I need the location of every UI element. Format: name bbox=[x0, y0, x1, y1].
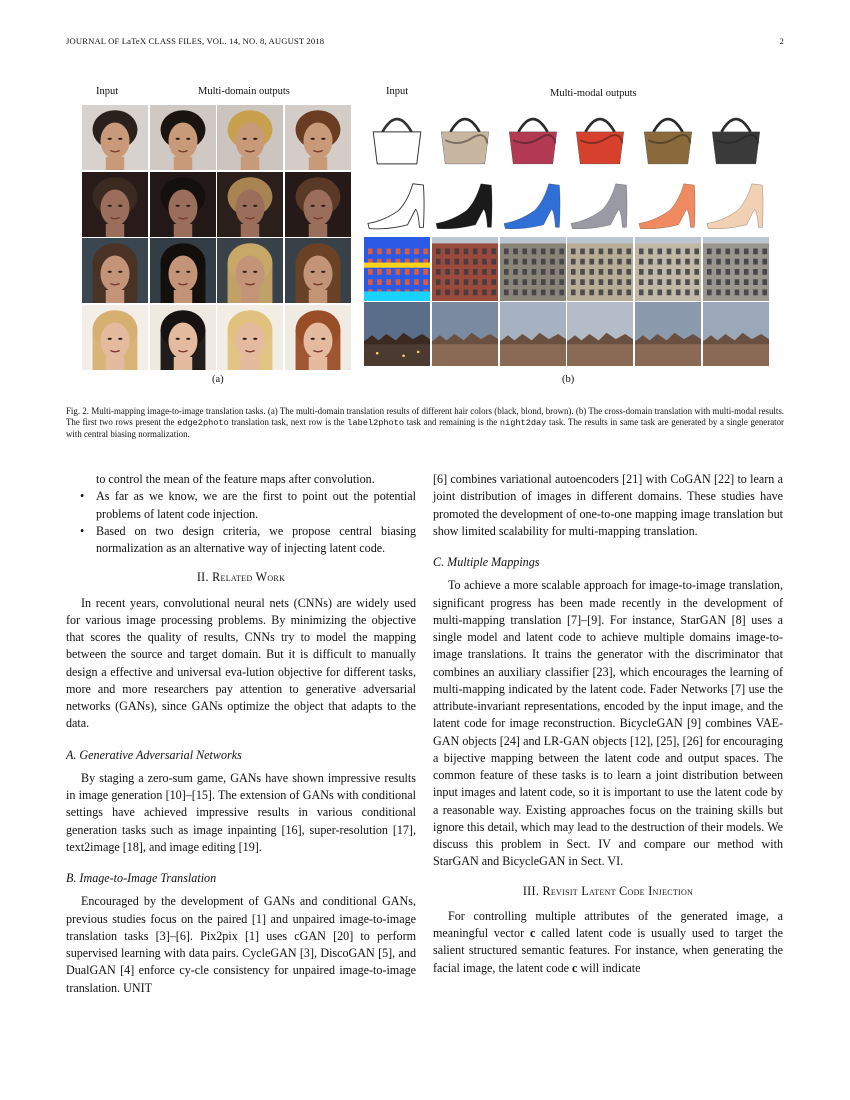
bag-output-image bbox=[432, 105, 498, 169]
bag-edge-input bbox=[364, 105, 430, 169]
face-output-image bbox=[217, 238, 283, 303]
journal-title: JOURNAL OF LaTeX CLASS FILES, VOL. 14, NO. 8, AUGUST 2018 bbox=[66, 36, 325, 46]
day-output-image bbox=[500, 302, 566, 366]
latent-code-symbol: c bbox=[529, 926, 536, 940]
bullet-dot-icon: • bbox=[80, 523, 85, 538]
face-output-image bbox=[217, 305, 283, 370]
facade-output-image bbox=[703, 237, 769, 301]
label-map-input bbox=[364, 237, 430, 301]
section-title: Related Work bbox=[212, 570, 286, 585]
paragraph: [6] combines variational autoencoders [21] with CoGAN [22] to learn a joint distribution of images in different domains. These studies have promoted the development of one-to-one mapping image translation but show limited scalability for multi-mapping translation. bbox=[433, 472, 783, 538]
facade-output-image bbox=[500, 237, 566, 301]
label-input-b: Input bbox=[386, 86, 409, 97]
shoe-edge-input bbox=[364, 171, 430, 235]
shoe-output-image bbox=[500, 171, 566, 235]
latent-code-symbol: c bbox=[572, 960, 578, 975]
paragraph: To achieve a more scalable approach for image-to-image translation, significant progress has been made recently in the development of multi-mapping translation [7]–[9]. For instance, StarGAN [8] uses a single model and latent code to achieve multiple domains image-to-image translations. It trains the generator with the discriminator that combines an auxiliary classifier [23], which encourages the learning of multi-mapping indicated by the latent code. Fader Networks [7] use the attribute-invariant representations, encoded by the input image, and the latent code for image reconstruction. BicycleGAN [9] combines VAE-GAN objects [24] and LR-GAN objects [12], [25], [26] for encouraging a bijective mapping between the latent code and output spaces. The common feature of these tasks is to learn a joint distribution between input images and latent code, so it is important to use the latent code by a reasonable way. Existing approaches focus on the training skills but ignore this detail, which may lead to the destruction of their models. We discuss this problem in Sect. IV and compare our method with StarGAN and BicycleGAN in Sect. VI. bbox=[433, 578, 783, 869]
bag-output-image bbox=[703, 105, 769, 169]
sublabel-b: (b) bbox=[562, 374, 575, 385]
face-output-image bbox=[150, 172, 216, 237]
face-output-image bbox=[150, 105, 216, 170]
label-multimodal: Multi-modal outputs bbox=[550, 88, 637, 99]
face-output-image bbox=[285, 238, 351, 303]
face-output-image bbox=[217, 105, 283, 170]
bag-output-image bbox=[567, 105, 633, 169]
bullet-dot-icon: • bbox=[80, 489, 85, 504]
bullet-item: • As far as we know, we are the first to point out the potential problems of latent code injection. bbox=[80, 489, 416, 521]
day-output-image bbox=[703, 302, 769, 366]
facade-output-image bbox=[635, 237, 701, 301]
face-input-image bbox=[82, 105, 148, 170]
paragraph: Encouraged by the development of GANs and conditional GANs, previous studies focus on the paired [1] and unpaired image-to-image translation tasks [3]–[6]. Pix2pix [1] uses cGAN [20] to perform supervised learning with data pairs. CycleGAN [3], DiscoGAN [5], and DualGAN [4] enforce cy-cle consistency for unpaired image-to-image translation. UNIT bbox=[66, 894, 416, 995]
sublabel-a: (a) bbox=[212, 374, 224, 385]
code-edge2photo: edge2photo bbox=[177, 418, 229, 429]
day-output-image bbox=[635, 302, 701, 366]
bag-output-image bbox=[635, 105, 701, 169]
bullet-continuation: to control the mean of the feature maps after convolution. bbox=[96, 472, 375, 486]
shoe-output-image bbox=[635, 171, 701, 235]
bag-output-image bbox=[500, 105, 566, 169]
face-output-image bbox=[150, 238, 216, 303]
subsection-heading: A. Generative Adversarial Networks bbox=[66, 747, 242, 762]
shoe-output-image bbox=[567, 171, 633, 235]
face-output-image bbox=[285, 105, 351, 170]
paragraph: By staging a zero-sum game, GANs have shown impressive results in image generation [10]–[15]. The extension of GANs with conditional settings have achieved impressive results in various conditional generation tasks such as image inpainting [16], super-resolution [17], text2image [18], and image editing [19]. bbox=[66, 770, 416, 854]
section-heading-revisit: III. Revisit Latent Code Injection bbox=[522, 883, 694, 898]
code-night2day: night2day bbox=[499, 418, 547, 429]
running-header bbox=[66, 36, 784, 50]
paragraph: For controlling multiple attributes of the generated image, a meaningful vector c called latent code is usually used to target the salient structured semantic features. For instance, when generating the facial image, the latent code c will indicate bbox=[433, 908, 783, 975]
face-input-image bbox=[82, 238, 148, 303]
facade-output-image bbox=[567, 237, 633, 301]
shoe-output-image bbox=[703, 171, 769, 235]
section-title: Revisit Latent Code Injection bbox=[542, 883, 694, 898]
face-output-image bbox=[285, 305, 351, 370]
section-heading-related-work: II. Related Work bbox=[196, 570, 286, 585]
subsection-heading: B. Image-to-Image Translation bbox=[66, 871, 217, 885]
code-label2photo: label2photo bbox=[347, 418, 405, 429]
page-number: 2 bbox=[779, 36, 784, 46]
face-input-image bbox=[82, 172, 148, 237]
subsection-heading: C. Multiple Mappings bbox=[433, 555, 540, 569]
paragraph: In recent years, convolutional neural nets (CNNs) are widely used for various image processing problems. By minimizing the objective that scores the quality of results, CNNs try to model the mapping between the source and target domain. But it is difficult to manually design a effective and universal eva-lution objective for different tasks, more and more researchers pay attention to generative adversarial networks (GANs), since GANs optimize the object that adapts to the data. bbox=[66, 595, 416, 731]
bullet-item: • Based on two design criteria, we propose central biasing normalization as an alternative way of injecting latent code. bbox=[80, 523, 416, 555]
face-output-image bbox=[150, 305, 216, 370]
label-input-a: Input bbox=[96, 86, 119, 97]
facade-output-image bbox=[432, 237, 498, 301]
night-input-image bbox=[364, 302, 430, 366]
right-column bbox=[433, 471, 783, 977]
face-output-image bbox=[217, 172, 283, 237]
figure-caption: Fig. 2. Multi-mapping image-to-image translation tasks. (a) The multi-domain translation results of different hair colors (black, blond, brown). (b) The cross-domain translation with multi-modal results. The first two rows present the edge2photo translation task, next row is the label2photo task and remaining is the night2day task. The results in same task are generated by a single generator with central biasing normalization. bbox=[66, 406, 784, 440]
day-output-image bbox=[567, 302, 633, 366]
face-input-image bbox=[82, 305, 148, 370]
left-column bbox=[66, 471, 416, 997]
day-output-image bbox=[432, 302, 498, 366]
shoe-output-image bbox=[432, 171, 498, 235]
label-multidomain: Multi-domain outputs bbox=[198, 86, 290, 97]
figure-2 bbox=[80, 84, 770, 394]
face-output-image bbox=[285, 172, 351, 237]
